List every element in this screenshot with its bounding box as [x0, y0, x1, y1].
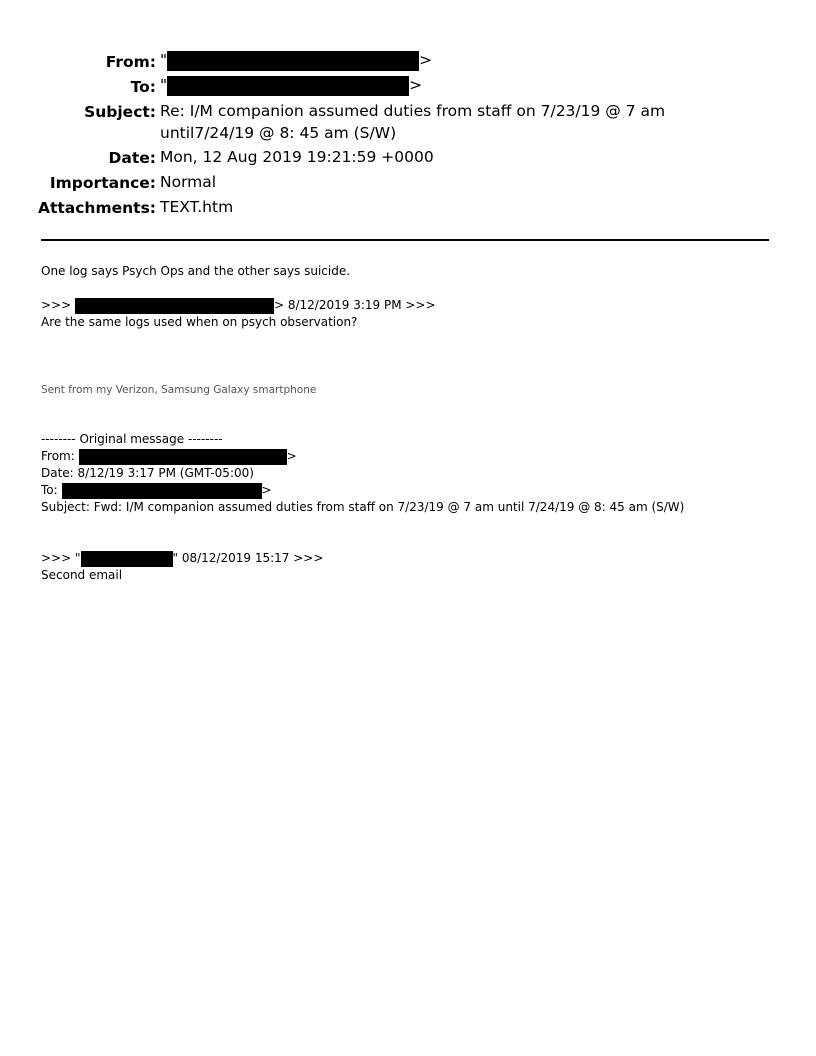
orig-date: Date: 8/12/19 3:17 PM (GMT-05:00) — [41, 466, 254, 480]
to-value: " > — [160, 76, 423, 94]
importance-label: Importance: — [49, 174, 156, 192]
original-message-divider: -------- Original message -------- — [41, 432, 223, 446]
redaction-block — [79, 449, 287, 465]
body-line: Are the same logs used when on psych observation? — [41, 315, 358, 329]
subject-value: Re: I/M companion assumed duties from staff on 7/23/19 @ 7 am until7/24/19 @ 8: 45 am (S/W) — [160, 102, 666, 142]
body-line: One log says Psych Ops and the other says suicide. — [41, 264, 351, 278]
orig-subject: Subject: Fwd: I/M companion assumed duties from staff on 7/23/19 @ 7 am until 7/24/19 @ 8: 45 am (S/W) — [41, 500, 685, 514]
redaction-block — [167, 76, 409, 96]
header-divider — [41, 239, 769, 241]
date-value: Mon, 12 Aug 2019 19:21:59 +0000 — [160, 148, 434, 166]
importance-value: Normal — [160, 173, 217, 191]
orig-from: From: > — [41, 449, 297, 463]
date-label: Date: — [108, 149, 156, 167]
signature: Sent from my Verizon, Samsung Galaxy smartphone — [41, 384, 317, 396]
redaction-block — [167, 51, 419, 71]
attachments-value: TEXT.htm — [160, 198, 234, 216]
from-value: " > — [160, 51, 433, 69]
redaction-block — [75, 298, 274, 314]
to-label: To: — [130, 78, 156, 96]
quote-header: >>> " " 08/12/2019 15:17 >>> — [41, 551, 324, 565]
body-line: Second email — [41, 568, 123, 582]
attachments-label: Attachments: — [37, 199, 156, 217]
orig-to: To: > — [41, 483, 272, 497]
redaction-block — [62, 483, 262, 499]
subject-label: Subject: — [84, 103, 156, 121]
redaction-block — [81, 551, 173, 567]
from-label: From: — [105, 53, 156, 71]
quote-header: >>> > 8/12/2019 3:19 PM >>> — [41, 298, 436, 312]
